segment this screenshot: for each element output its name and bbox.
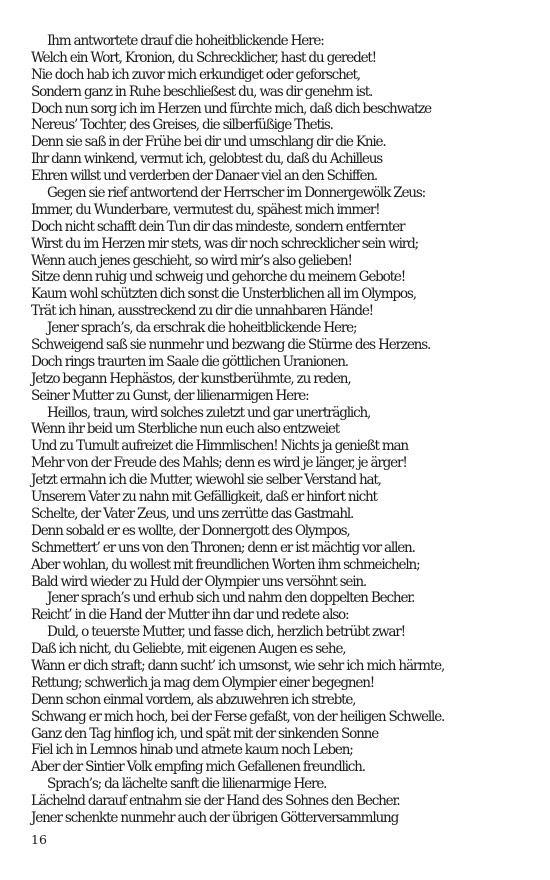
text-line: Und zu Tumult aufreizet die Himmlischen! Nichts ja genießt man [31, 438, 408, 455]
paragraph-start-line: Jener sprach’s und erhub sich und nahm den doppelten Becher. [47, 590, 415, 607]
text-line: Doch rings traurten im Saale die göttlichen Uranionen. [31, 353, 348, 370]
text-line: Fiel ich in Lemnos hinab und atmete kaum noch Leben; [31, 742, 353, 759]
text-line: Doch nicht schafft dein Tun dir das mindeste, sondern entfernter [31, 218, 405, 235]
text-line: Lächelnd darauf entnahm sie der Hand des Sohnes den Becher. [31, 793, 400, 810]
text-block [31, 33, 531, 827]
text-line: Jener schenkte nunmehr auch der übrigen Götterversammlung [31, 809, 399, 826]
text-line: Trät ich hinan, ausstreckend zu dir die unnahbaren Hände! [31, 303, 373, 320]
paragraph-start-line: Gegen sie rief antwortend der Herrscher im Donnergewölk Zeus: [47, 185, 426, 202]
text-line: Kaum wohl schützten dich sonst die Unsterblichen all im Olympos, [31, 286, 416, 303]
text-line: Daß ich nicht, du Geliebte, mit eigenen Augen es sehe, [31, 641, 346, 658]
paragraph-start-line: Ihm antwortete drauf die hoheitblickende Here: [47, 33, 324, 49]
text-line: Nie doch hab ich zuvor mich erkundiget oder geforschet, [31, 66, 360, 83]
text-line: Sitze denn ruhig und schweig und gehorche du meinem Gebote! [31, 269, 406, 286]
text-line: Bald wird wieder zu Huld der Olympier uns versöhnt sein. [31, 573, 367, 590]
text-line: Aber wohlan, du wollest mit freundlichen Worten ihm schmeicheln; [31, 556, 420, 573]
text-line: Welch ein Wort, Kronion, du Schrecklicher, hast du geredet! [31, 49, 376, 66]
text-line: Rettung; schwerlich ja mag dem Olympier einer begegnen! [31, 674, 375, 691]
text-line: Wirst du im Herzen mir stets, was dir noch schrecklicher sein wird; [31, 235, 418, 252]
text-line: Nereus’ Tochter, des Greises, die silberfüßige Thetis. [31, 117, 333, 134]
text-line: Immer, du Wunderbare, vermutest du, spähest mich immer! [31, 201, 380, 218]
text-line: Mehr von der Freude des Mahls; denn es wird je länger, je ärger! [31, 455, 407, 472]
text-line: Doch nun sorg ich im Herzen und fürchte mich, daß dich beschwatze [31, 100, 432, 117]
text-line: Reicht’ in die Hand der Mutter ihn dar und redete also: [31, 607, 349, 624]
text-line: Sondern ganz in Ruhe beschließest du, was dir genehm ist. [31, 83, 373, 100]
text-line: Schmettert’ er uns von den Thronen; denn er ist mächtig vor allen. [31, 539, 415, 556]
text-line: Denn sobald er es wollte, der Donnergott des Olympos, [31, 522, 350, 539]
paragraph-start-line: Heillos, traun, wird solches zuletzt und gar unerträglich, [47, 404, 371, 421]
text-line: Schwang er mich hoch, bei der Ferse gefaßt, von der heiligen Schwelle. [31, 708, 445, 725]
text-line: Wenn ihr beid um Sterbliche nun euch also entzweiet [31, 421, 339, 438]
paragraph-start-line: Duld, o teuerste Mutter, und fasse dich, herzlich betrübt zwar! [47, 624, 405, 641]
page-number: 16 [31, 832, 47, 847]
text-line: Denn sie saß in der Frühe bei dir und umschlang dir die Knie. [31, 134, 386, 151]
text-line: Ihr dann winkend, vermut ich, gelobtest du, daß du Achilleus [31, 151, 383, 168]
text-line: Jetzt ermahn ich die Mutter, wiewohl sie selber Verstand hat, [31, 472, 381, 489]
text-line: Seiner Mutter zu Gunst, der lilienarmigen Here: [31, 387, 309, 404]
text-line: Schelte, der Vater Zeus, und uns zerrütte das Gastmahl. [31, 505, 354, 522]
text-line: Ehren willst und verderben der Danaer viel an den Schiffen. [31, 168, 378, 185]
text-line: Denn schon einmal vordem, als abzuwehren ich strebte, [31, 691, 356, 708]
paragraph-start-line: Jener sprach’s, da erschrak die hoheitblickende Here; [47, 320, 357, 337]
text-line: Schweigend saß sie nunmehr und bezwang die Stürme des Herzens. [31, 337, 431, 354]
text-line: Unserem Vater zu nahn mit Gefälligkeit, daß er hinfort nicht [31, 489, 377, 506]
text-line: Ganz den Tag hinflog ich, und spät mit der sinkenden Sonne [31, 725, 379, 742]
paragraph-start-line: Sprach’s; da lächelte sanft die lilienarmige Here. [47, 776, 327, 793]
text-line: Wann er dich straft; dann sucht’ ich umsonst, wie sehr ich mich härmte, [31, 657, 445, 674]
text-line: Aber der Sintier Volk empfing mich Gefallenen freundlich. [31, 759, 365, 776]
text-line: Wenn auch jenes geschieht, so wird mir’s also gelieben! [31, 252, 352, 269]
text-line: Jetzo begann Hephästos, der kunstberühmte, zu reden, [31, 370, 351, 387]
